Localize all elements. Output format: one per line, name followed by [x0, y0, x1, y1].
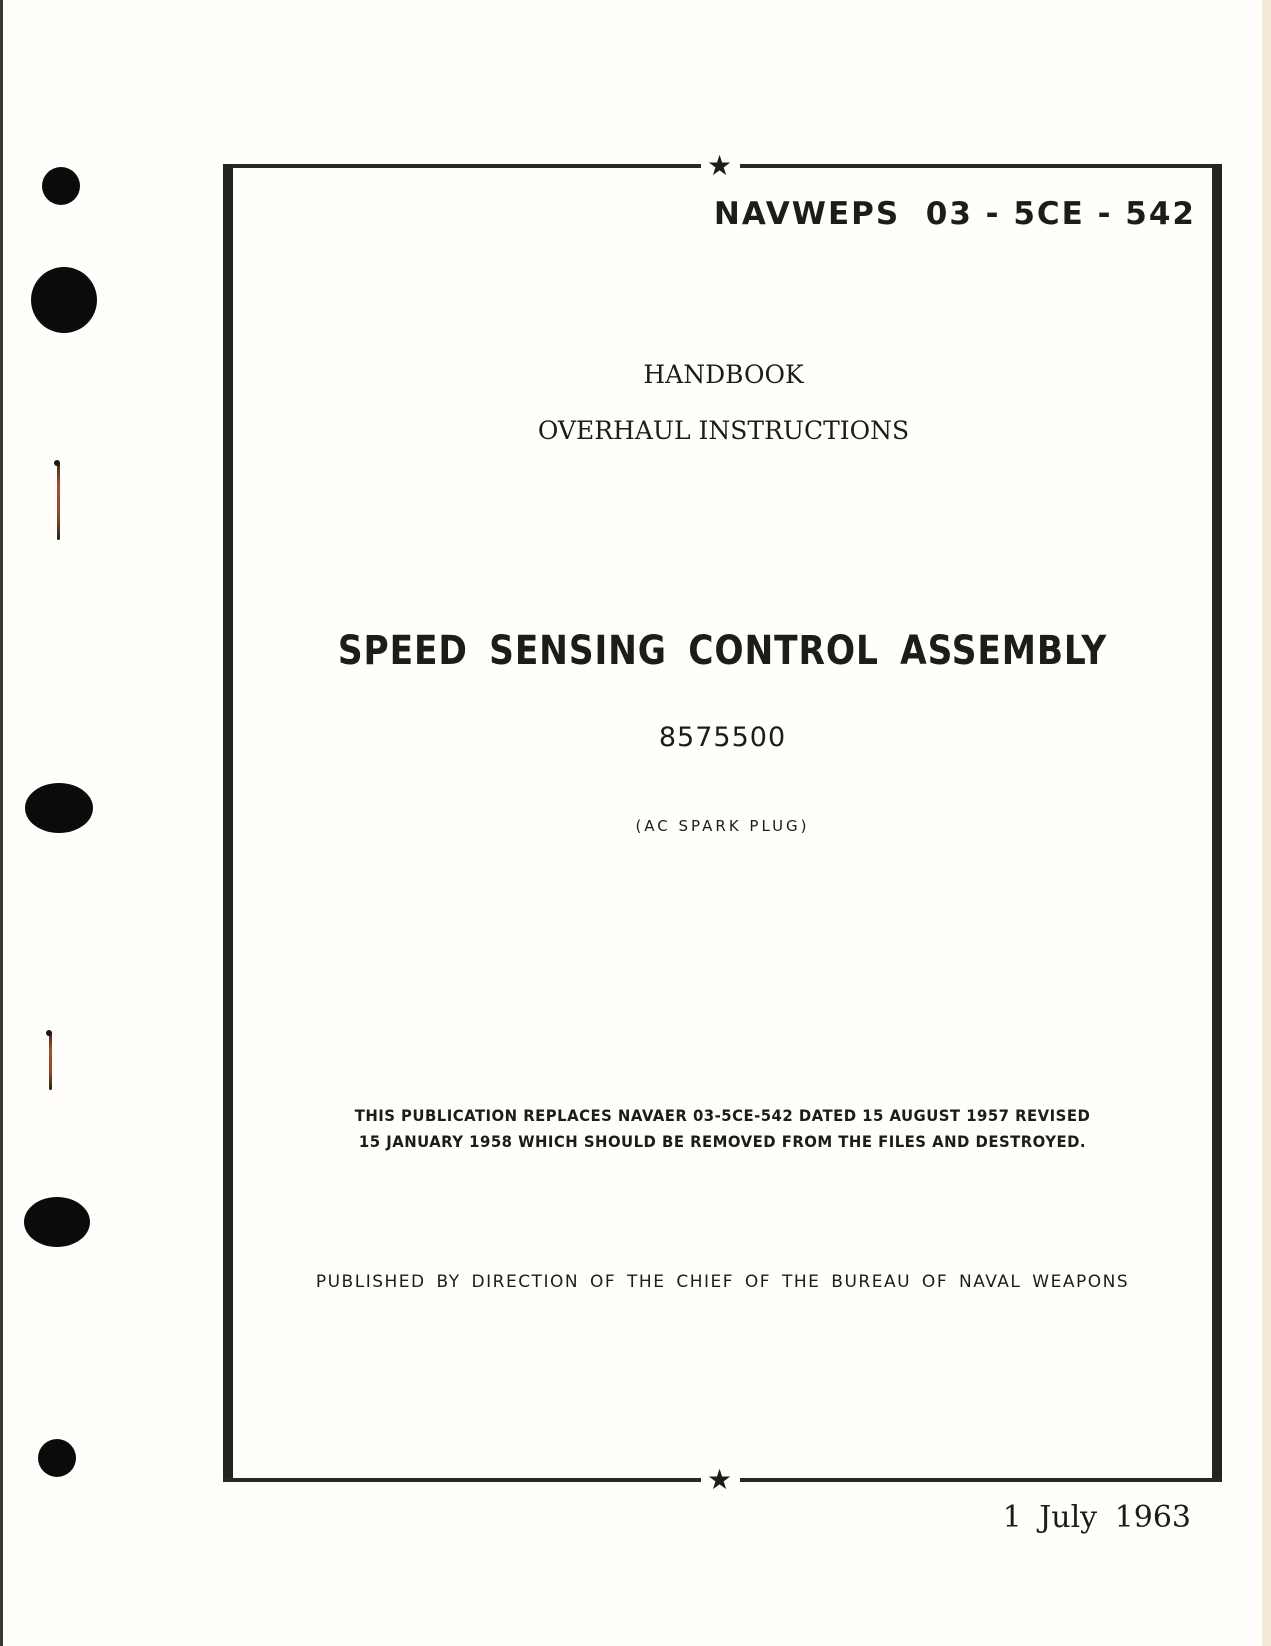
binder-hole-5	[38, 1439, 76, 1477]
page-edge-right	[1262, 0, 1271, 1646]
binder-hole-4	[24, 1197, 90, 1247]
frame-top-right-rule	[740, 164, 1222, 168]
published-by-line: PUBLISHED BY DIRECTION OF THE CHIEF OF THE BUREAU OF NAVAL WEAPONS	[315, 1272, 1130, 1292]
binder-hole-1	[42, 167, 80, 205]
frame-top-left-rule	[223, 164, 701, 168]
publication-date: 1 July 1963	[1002, 1500, 1191, 1535]
replacement-notice-line-1: THIS PUBLICATION REPLACES NAVAER 03-5CE-542 DATED 15 AUGUST 1957 REVISED	[354, 1106, 1091, 1125]
handbook-heading: HANDBOOK	[643, 360, 804, 389]
document-title: SPEED SENSING CONTROL ASSEMBLY	[337, 628, 1108, 674]
staple-mark-1	[57, 462, 60, 540]
subtitle-heading: OVERHAUL INSTRUCTIONS	[537, 416, 910, 445]
binder-hole-3	[25, 783, 93, 833]
document-number: NAVWEPS 03 - 5CE - 542	[713, 196, 1196, 232]
frame-left-rule	[223, 164, 233, 1482]
star-icon: ★	[707, 149, 733, 182]
staple-mark-2-dot	[46, 1030, 52, 1036]
page-edge-left	[0, 0, 3, 1646]
frame-right-rule	[1212, 164, 1222, 1482]
manufacturer: (AC SPARK PLUG)	[635, 817, 810, 835]
frame-bottom-left-rule	[223, 1478, 701, 1482]
star-icon: ★	[707, 1463, 733, 1496]
frame-bottom-right-rule	[740, 1478, 1222, 1482]
replacement-notice-line-2: 15 JANUARY 1958 WHICH SHOULD BE REMOVED FROM THE FILES AND DESTROYED.	[358, 1132, 1087, 1151]
binder-hole-2	[31, 267, 97, 333]
staple-mark-2	[49, 1032, 52, 1090]
part-number: 8575500	[658, 722, 787, 753]
staple-mark-1-dot	[54, 460, 60, 466]
